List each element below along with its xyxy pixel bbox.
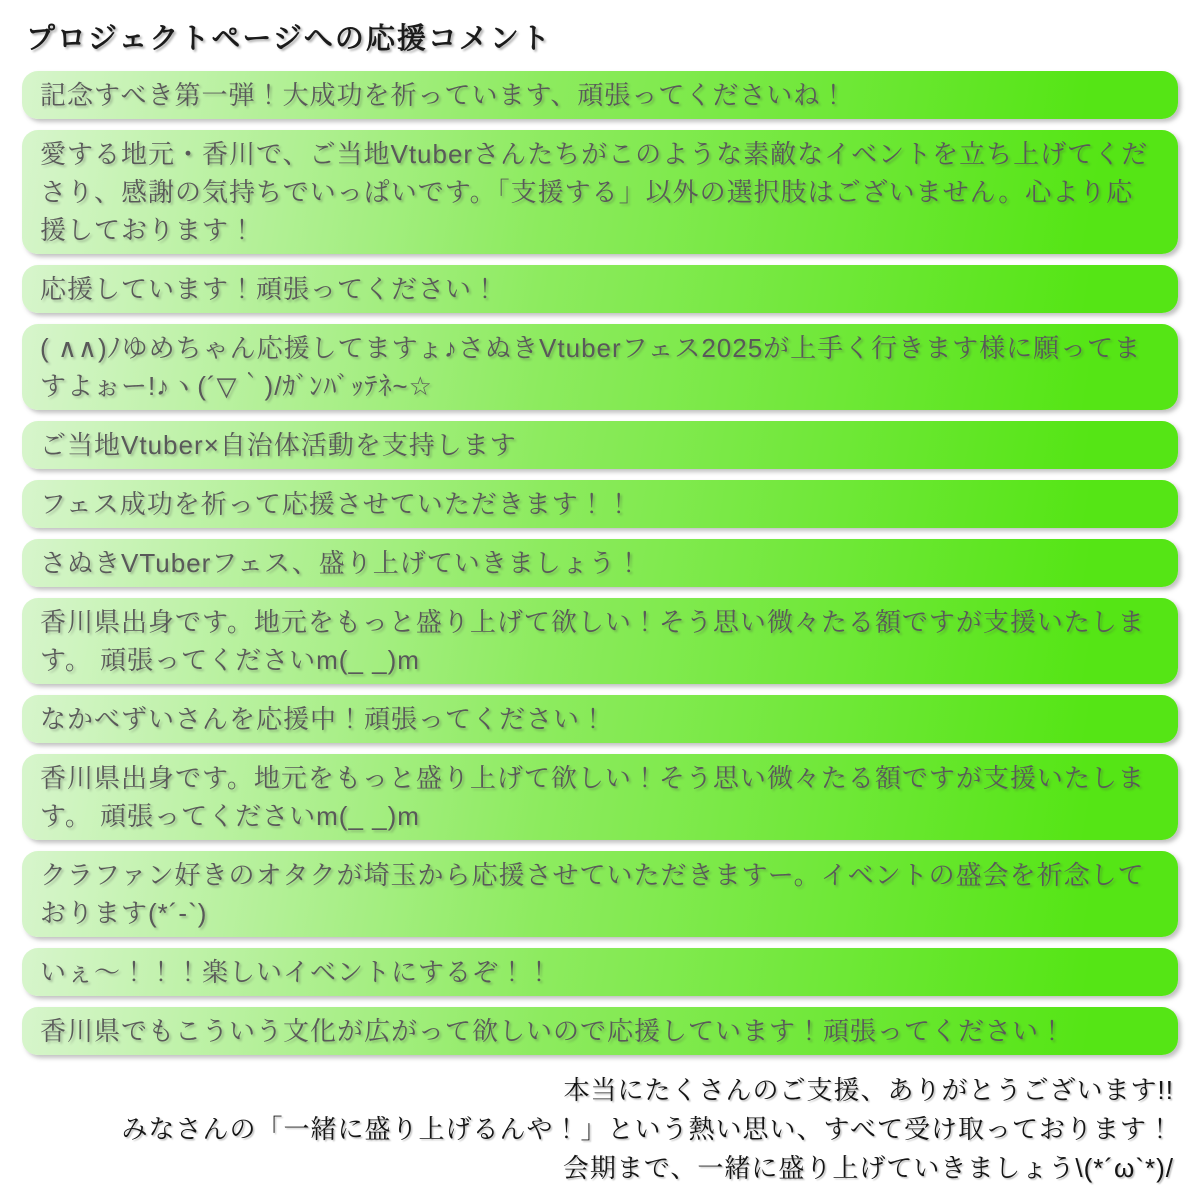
comment-list: [22, 71, 1178, 1055]
comment-bubble: クラファン好きのオタクが埼玉から応援させていただきますー。イベントの盛会を祈念しております(*´-`): [22, 851, 1178, 937]
comment-bubble: 愛する地元・香川で、ご当地Vtuberさんたちがこのような素敵なイベントを立ち上げてくださり、感謝の気持ちでいっぱいです。「支援する」以外の選択肢はございません。心より応援しております！: [22, 130, 1178, 254]
thank-you-line: 本当にたくさんのご支援、ありがとうございます!!: [563, 1075, 1174, 1105]
comment-bubble: 香川県出身です。地元をもっと盛り上げて欲しい！そう思い微々たる額ですが支援いたします。 頑張ってくださいm(_ _)m: [22, 754, 1178, 840]
comment-bubble: 記念すべき第一弾！大成功を祈っています、頑張ってくださいね！: [22, 71, 1178, 119]
comment-bubble: さぬきVTuberフェス、盛り上げていきましょう！: [22, 539, 1178, 587]
thank-you-line: みなさんの「一緒に盛り上げるんや！」という熱い思い、すべて受け取っております！: [121, 1114, 1174, 1144]
comment-bubble: なかべずいさんを応援中！頑張ってください！: [22, 695, 1178, 743]
page-title: プロジェクトページへの応援コメント: [26, 23, 552, 55]
comment-bubble: ( ∧∧)ﾉゆめちゃん応援してますょ♪さぬきVtuberフェス2025が上手く行きます様に願ってますよぉー!♪ヽ(´▽｀)/ｶﾞﾝﾊﾞｯﾃﾈ~☆: [22, 324, 1178, 410]
comment-bubble: いぇ～！！！楽しいイベントにするぞ！！: [22, 948, 1178, 996]
comment-bubble: ご当地Vtuber×自治体活動を支持します: [22, 421, 1178, 469]
thank-you-line: 会期まで、一緒に盛り上げていきましょう\(*´ω`*)/: [562, 1153, 1174, 1183]
comment-bubble: フェス成功を祈って応援させていただきます！！: [22, 480, 1178, 528]
comment-bubble: 香川県でもこういう文化が広がって欲しいので応援しています！頑張ってください！: [22, 1007, 1178, 1055]
comment-bubble: 香川県出身です。地元をもっと盛り上げて欲しい！そう思い微々たる額ですが支援いたします。 頑張ってくださいm(_ _)m: [22, 598, 1178, 684]
comment-bubble: 応援しています！頑張ってください！: [22, 265, 1178, 313]
thank-you-message: [22, 1071, 1178, 1188]
